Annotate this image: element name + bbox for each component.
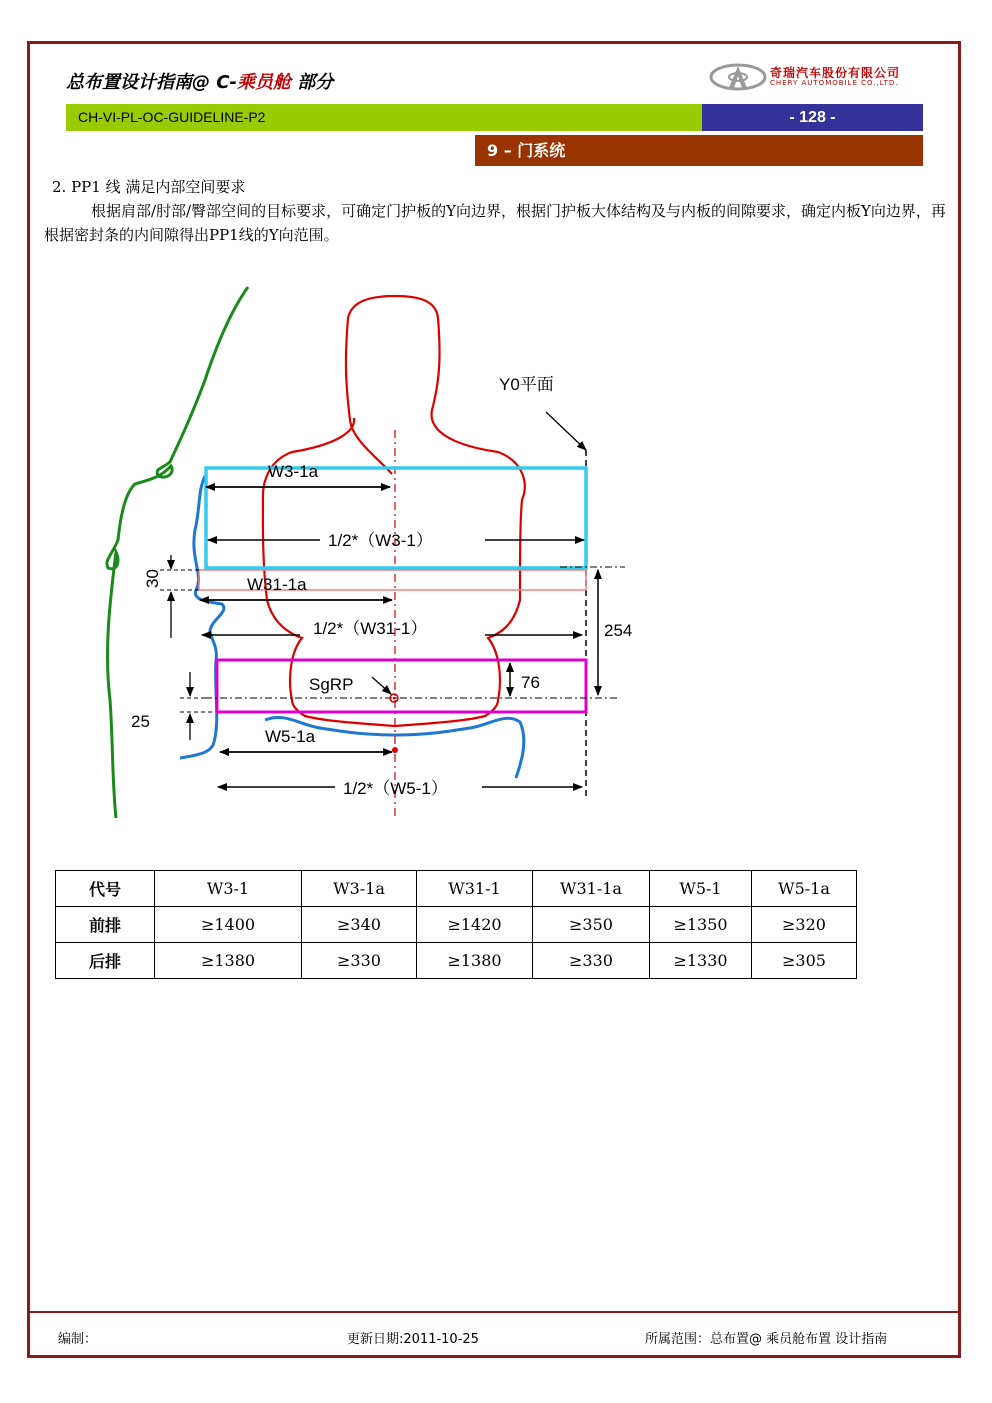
w5-1a-label: W5-1a [265, 727, 316, 746]
w31-1-label: 1/2*（W31-1） [313, 619, 428, 638]
w5-1-label: 1/2*（W5-1） [343, 779, 448, 798]
table-cell: 后排 [56, 943, 155, 979]
body-paragraph: 根据肩部/肘部/臀部空间的目标要求，可确定门护板的Y向边界，根据门护板大体结构及与内板的间隙要求，确定内板Y向边界，再根据密封条的内间隙得出PP1线的Y向范围。 [44, 202, 946, 244]
table-cell: ≥1350 [650, 907, 752, 943]
table-row [56, 907, 857, 943]
table-header-row [56, 871, 857, 907]
table-header: W3-1 [155, 871, 302, 907]
table-header: W31-1a [533, 871, 650, 907]
seat-bottom-point [392, 747, 398, 753]
w3-1-label: 1/2*（W3-1） [328, 531, 433, 550]
table-cell: ≥330 [533, 943, 650, 979]
spec-table [55, 870, 857, 979]
table-cell: ≥1380 [155, 943, 302, 979]
company-name-en: CHERY AUTOMOBILE CO.,LTD. [770, 79, 899, 87]
y0-pointer [546, 412, 586, 450]
table-header: W5-1 [650, 871, 752, 907]
dim-30-label: 30 [143, 569, 162, 588]
door-trim-line [180, 476, 224, 758]
table-header: W5-1a [752, 871, 857, 907]
table-cell: ≥1380 [417, 943, 533, 979]
table-cell: ≥330 [302, 943, 417, 979]
document-code: CH-VI-PL-OC-GUIDELINE-P2 [66, 104, 702, 131]
table-cell: 前排 [56, 907, 155, 943]
table-cell: ≥350 [533, 907, 650, 943]
w3-1a-label: W3-1a [268, 462, 319, 481]
table-cell: ≥1330 [650, 943, 752, 979]
document-title: 总布置设计指南@ C-乘员舱 部分 [66, 72, 334, 93]
table-header: W31-1 [417, 871, 533, 907]
table-cell: ≥320 [752, 907, 857, 943]
sgrp-label: SgRP [309, 675, 354, 694]
table-cell: ≥305 [752, 943, 857, 979]
section-title: 9 – 门系统 [475, 135, 923, 166]
footer-scope: 所属范围：总布置@ 乘员舱布置 设计指南 [645, 1332, 888, 1347]
footer-editor: 编制： [58, 1332, 98, 1347]
table-header: W3-1a [302, 871, 417, 907]
table-cell: ≥1420 [417, 907, 533, 943]
company-name-cn: 奇瑞汽车股份有限公司 [770, 66, 901, 80]
dim-25-label: 25 [131, 712, 150, 731]
dim-76-label: 76 [521, 673, 540, 692]
page-number: - 128 - [702, 104, 923, 131]
w31-1a-label: W31-1a [247, 575, 307, 594]
subsection-heading: 2. PP1 线 满足内部空间要求 [52, 178, 246, 196]
table-header: 代号 [56, 871, 155, 907]
table-row [56, 943, 857, 979]
table-cell: ≥1400 [155, 907, 302, 943]
body-side-profile [107, 287, 248, 818]
table-cell: ≥340 [302, 907, 417, 943]
footer-update-date: 更新日期:2011-10-25 [347, 1332, 479, 1347]
dim-254-label: 254 [604, 621, 633, 640]
footer-divider [30, 1311, 960, 1313]
y0-plane-label: Y0平面 [499, 375, 554, 394]
sgrp-pointer [372, 677, 391, 694]
